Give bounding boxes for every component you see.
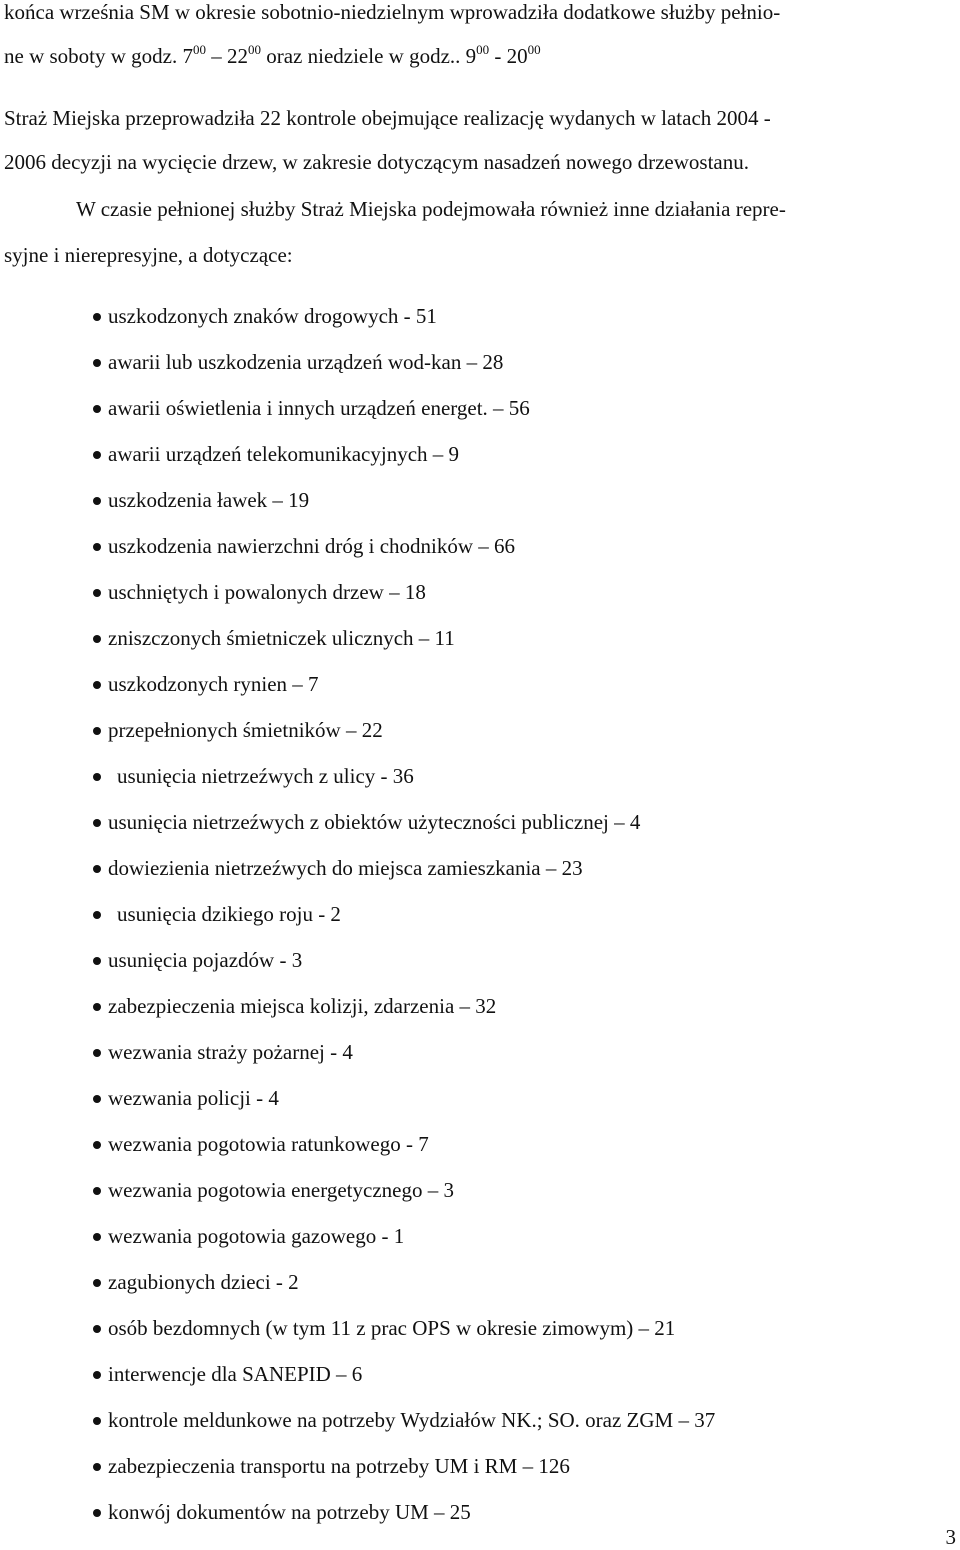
bullet-icon — [93, 957, 101, 965]
header-line-2-mid2: oraz niedziele w godz.. 9 — [260, 44, 477, 68]
list-item-text: wezwania pogotowia energetycznego – 3 — [108, 1178, 454, 1202]
list-item — [86, 578, 715, 624]
list-item-text: usunięcia dzikiego roju - 2 — [117, 902, 341, 926]
bullet-icon — [93, 1279, 101, 1287]
bullet-icon — [93, 1417, 101, 1425]
paragraph-2-line-1: W czasie pełnionej służby Straż Miejska podejmowała również inne działania repre- — [76, 197, 786, 221]
bullet-icon — [93, 1233, 101, 1241]
list-item-text: uszkodzenia nawierzchni dróg i chodników – 66 — [108, 534, 516, 558]
list-item-text: awarii urządzeń telekomunikacyjnych – 9 — [108, 442, 460, 466]
list-item — [86, 1130, 715, 1176]
bullet-icon — [93, 451, 101, 459]
bullet-icon — [93, 497, 101, 505]
list-item-text: zabezpieczenia miejsca kolizji, zdarzenia – 32 — [108, 994, 497, 1018]
list-item — [86, 854, 715, 900]
bullet-icon — [93, 1371, 101, 1379]
list-item-text: zniszczonych śmietniczek ulicznych – 11 — [108, 626, 455, 650]
bullet-icon — [93, 1509, 101, 1517]
list-item — [86, 670, 715, 716]
list-item-text: usunięcia nietrzeźwych z ulicy - 36 — [117, 764, 414, 788]
bullet-icon — [93, 1325, 101, 1333]
list-item-text: osób bezdomnych (w tym 11 z prac OPS w okresie zimowym) – 21 — [108, 1316, 676, 1340]
activity-list — [86, 302, 715, 1544]
time-superscript: 00 — [247, 42, 261, 57]
list-item — [86, 1176, 715, 1222]
list-item — [86, 1038, 715, 1084]
list-item-text: wezwania policji - 4 — [108, 1086, 279, 1110]
list-item — [86, 716, 715, 762]
list-item — [86, 946, 715, 992]
bullet-icon — [93, 1141, 101, 1149]
list-item-text: usunięcia nietrzeźwych z obiektów użyteczności publicznej – 4 — [108, 810, 641, 834]
list-item — [86, 1084, 715, 1130]
list-item — [86, 1452, 715, 1498]
list-item-text: interwencje dla SANEPID – 6 — [108, 1362, 363, 1386]
list-item — [86, 394, 715, 440]
bullet-icon — [93, 773, 101, 781]
list-item-text: uszkodzonych rynien – 7 — [108, 672, 319, 696]
list-item-text: zabezpieczenia transportu na potrzeby UM i RM – 126 — [108, 1454, 570, 1478]
list-item — [86, 486, 715, 532]
header-line-1: końca września SM w okresie sobotnio-niedzielnym wprowadziła dodatkowe służby pełnio- — [4, 0, 781, 24]
bullet-icon — [93, 911, 101, 919]
list-item-text: konwój dokumentów na potrzeby UM – 25 — [108, 1500, 471, 1524]
list-item — [86, 1314, 715, 1360]
list-item-text: zagubionych dzieci - 2 — [108, 1270, 299, 1294]
list-item-text: przepełnionych śmietników – 22 — [108, 718, 383, 742]
list-item-text: awarii lub uszkodzenia urządzeń wod-kan – 28 — [108, 350, 504, 374]
list-item — [86, 1222, 715, 1268]
list-item — [86, 440, 715, 486]
list-item-text: wezwania pogotowia ratunkowego - 7 — [108, 1132, 429, 1156]
list-item — [86, 762, 715, 808]
header-line-2-mid: – 22 — [205, 44, 248, 68]
paragraph-1-line-1: Straż Miejska przeprowadziła 22 kontrole obejmujące realizację wydanych w latach 2004 - — [4, 106, 771, 130]
bullet-icon — [93, 589, 101, 597]
bullet-icon — [93, 865, 101, 873]
bullet-icon — [93, 819, 101, 827]
list-item-text: uschniętych i powalonych drzew – 18 — [108, 580, 426, 604]
list-item-text: uszkodzenia ławek – 19 — [108, 488, 310, 512]
list-item — [86, 1268, 715, 1314]
list-item — [86, 624, 715, 670]
bullet-icon — [93, 1187, 101, 1195]
list-item — [86, 1498, 715, 1544]
list-item-text: uszkodzonych znaków drogowych - 51 — [108, 304, 437, 328]
list-item — [86, 808, 715, 854]
bullet-icon — [93, 727, 101, 735]
bullet-icon — [93, 635, 101, 643]
list-item-text: wezwania pogotowia gazowego - 1 — [108, 1224, 405, 1248]
bullet-icon — [93, 1003, 101, 1011]
list-item — [86, 532, 715, 578]
time-superscript: 00 — [527, 42, 541, 57]
list-item — [86, 348, 715, 394]
list-item — [86, 302, 715, 348]
bullet-icon — [93, 313, 101, 321]
bullet-icon — [93, 543, 101, 551]
time-superscript: 00 — [476, 42, 490, 57]
header-line-2-mid3: - 20 — [489, 44, 528, 68]
bullet-icon — [93, 359, 101, 367]
list-item — [86, 1406, 715, 1452]
header-line-2-prefix: ne w soboty w godz. 7 — [4, 44, 193, 68]
list-item-text: kontrole meldunkowe na potrzeby Wydziałów NK.; SO. oraz ZGM – 37 — [108, 1408, 716, 1432]
list-item — [86, 900, 715, 946]
list-item-text: awarii oświetlenia i innych urządzeń energet. – 56 — [108, 396, 530, 420]
list-item-text: dowiezienia nietrzeźwych do miejsca zamieszkania – 23 — [108, 856, 583, 880]
bullet-icon — [93, 681, 101, 689]
time-superscript: 00 — [192, 42, 206, 57]
list-item-text: usunięcia pojazdów - 3 — [108, 948, 303, 972]
list-item-text: wezwania straży pożarnej - 4 — [108, 1040, 353, 1064]
list-item — [86, 992, 715, 1038]
list-item — [86, 1360, 715, 1406]
header-line-2 — [4, 44, 541, 71]
paragraph-1-line-2: 2006 decyzji na wycięcie drzew, w zakresie dotyczącym nasadzeń nowego drzewostanu. — [4, 150, 749, 174]
bullet-icon — [93, 1463, 101, 1471]
bullet-icon — [93, 405, 101, 413]
bullet-icon — [93, 1049, 101, 1057]
page-number: 3 — [945, 1525, 956, 1549]
paragraph-2-line-2: syjne i nierepresyjne, a dotyczące: — [4, 243, 293, 267]
bullet-icon — [93, 1095, 101, 1103]
